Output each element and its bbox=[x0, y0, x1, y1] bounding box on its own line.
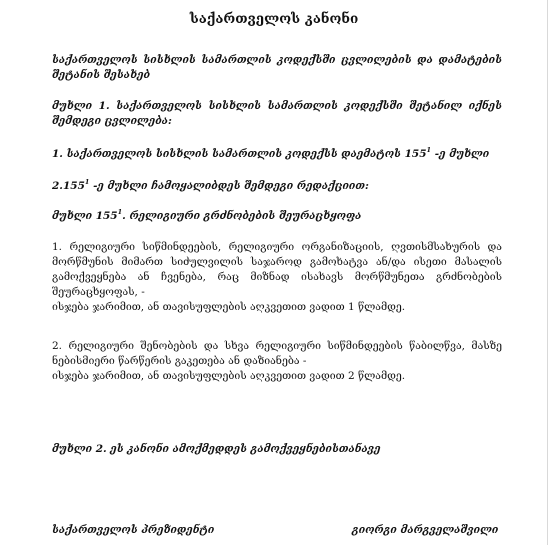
paragraph-1-text: 1. რელიგიური სიწმინდეების, რელიგიური ორგანიზაციის, ღვთისმსახურის და მორწმუნის მიმართ სიძულვილის საჯაროდ გამოხატვა ან/და ისეთი მასალის გამოქვეყნება ან ჩვენება, რაც მიზნად ისახავს მორწმუნეთა გრძნობების შეურაცხყოფას, - bbox=[52, 241, 502, 298]
article-155-sup: 1 bbox=[117, 207, 123, 216]
paragraph-1 bbox=[52, 240, 502, 315]
article-155-heading bbox=[52, 209, 502, 224]
article-2-heading: მუხლი 2. ეს კანონი ამოქმედდეს გამოქვეყნებისთანავე bbox=[52, 443, 381, 455]
article-155-prefix: მუხლი 155 bbox=[52, 210, 118, 222]
paragraph-2 bbox=[52, 339, 502, 384]
article-155-title: . რელიგიური გრძნობების შეურაცხყოფა bbox=[122, 210, 362, 222]
paragraph-2-text: 2. რელიგიური შენობების და სხვა რელიგიური სიწმინდეების წაბილწვა, მასზე ნებისმიერი წარწერის გაკეთება ან დაზიანება - bbox=[52, 340, 502, 367]
article-1-heading: მუხლი 1. საქართველოს სისხლის სამართლის კოდექსში შეტანილ იქნეს შემდეგი ცვლილება: bbox=[52, 100, 502, 127]
paragraph-1-penalty: ისჯება ჯარიმით, ან თავისუფლების აღკვეთით ვადით 1 წლამდე. bbox=[52, 301, 406, 313]
item-2-sup: 1 bbox=[84, 177, 90, 186]
law-subtitle: საქართველოს სისხლის სამართლის კოდექსში ცვლილების და დამატების შეტანის შესახებ bbox=[52, 54, 502, 81]
item-1-sup: 1 bbox=[426, 145, 432, 154]
paragraph-2-penalty: ისჯება ჯარიმით, ან თავისუფლების აღკვეთით ვადით 2 წლამდე. bbox=[52, 370, 406, 382]
item-2-text: -ე მუხლი ჩამოყალიბდეს შემდეგი რედაქციით: bbox=[89, 180, 369, 192]
law-title: საქართველოს კანონი bbox=[189, 11, 359, 27]
item-1 bbox=[52, 147, 502, 162]
signature-right: გიორგი მარგველაშვილი bbox=[352, 524, 499, 536]
item-2-prefix: 2.155 bbox=[52, 180, 85, 192]
item-1-tail: -ე მუხლი bbox=[431, 148, 490, 160]
item-1-text: 1. საქართველოს სისხლის სამართლის კოდექსს დაემატოს 155 bbox=[52, 148, 427, 160]
item-2 bbox=[52, 179, 502, 194]
signature-left: საქართველოს პრეზიდენტი bbox=[52, 524, 215, 536]
